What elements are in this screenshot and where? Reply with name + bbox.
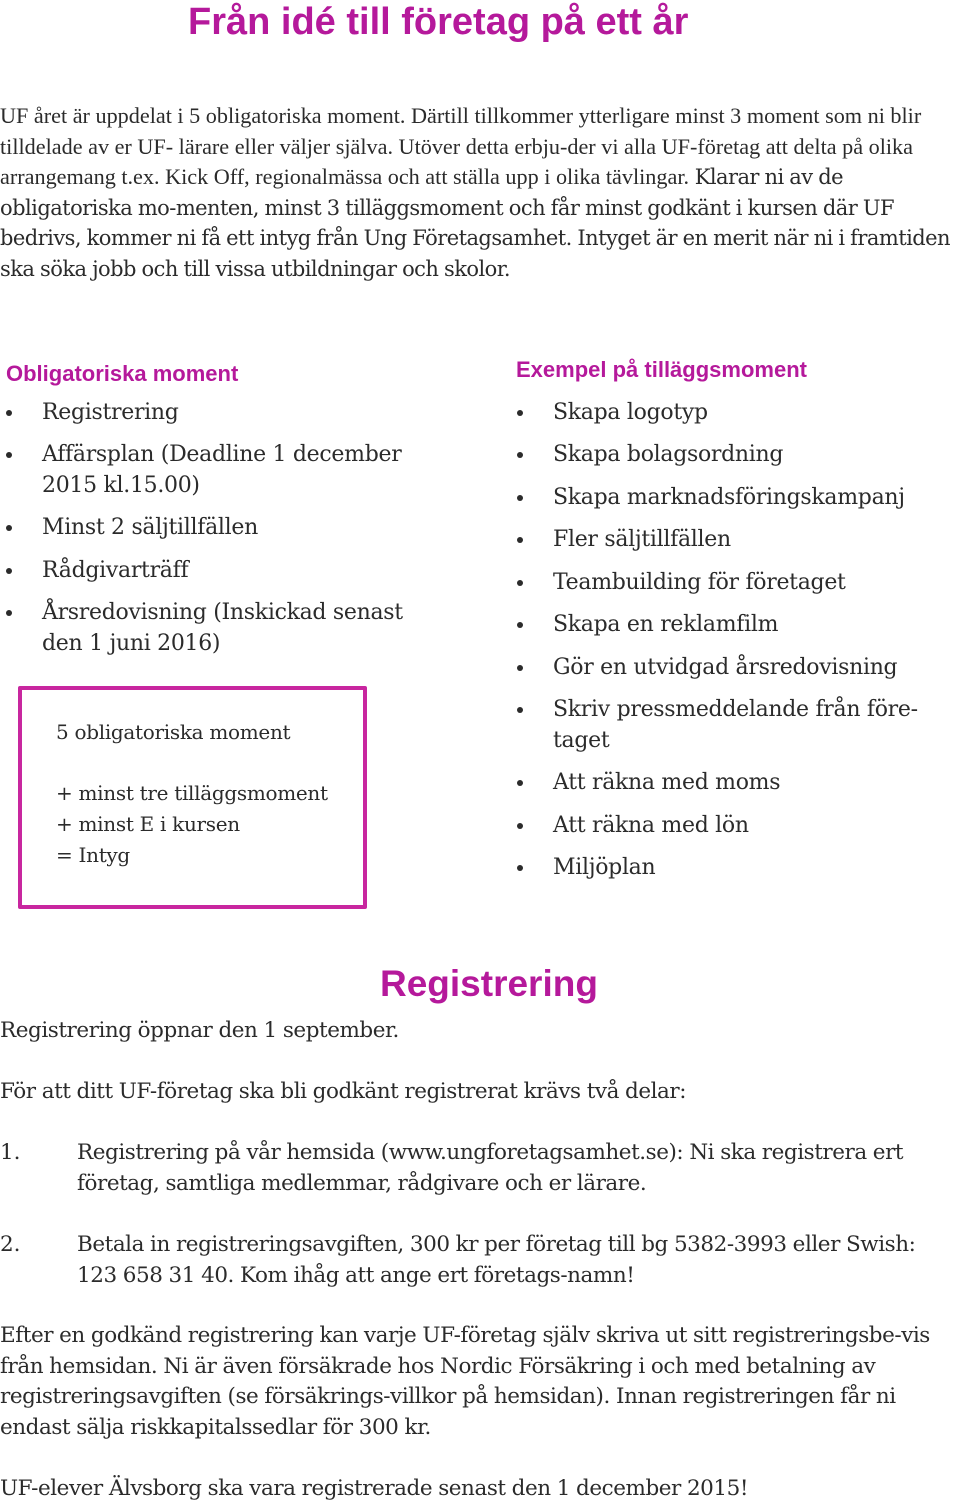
bullet-icon (517, 865, 523, 871)
intro-rest: Klarar ni av de obligatoriska mo-menten, minst 3 tilläggsmoment och får minst godkänt i kursen där UF bedrivs, kommer ni få ett intyg från Ung Företagsamhet. Intyget är en merit när ni i framtiden ska söka jobb och till vissa utbildningar och skolor. (0, 165, 951, 281)
bullet-icon (517, 622, 523, 628)
bullet-icon (517, 495, 523, 501)
list-item: Rådgivarträff (4, 555, 422, 586)
bullet-icon (6, 410, 12, 416)
bullet-icon (517, 823, 523, 829)
step-number: 1. (0, 1140, 21, 1165)
list-item: Gör en utvidgad årsredovisning (515, 652, 953, 683)
list-item: Skapa logotyp (515, 397, 953, 428)
list-item: Registrering (4, 397, 422, 428)
step-text: Betala in registreringsavgiften, 300 kr per företag till bg 5382-3993 eller Swish: 123 658 31 40. Kom ihåg att ange ert företags-namn! (77, 1232, 916, 1288)
bullet-icon (6, 452, 12, 458)
bullet-icon (6, 568, 12, 574)
list-item: Årsredovisning (Inskickad senast den 1 juni 2016) (4, 597, 422, 659)
list-item: Minst 2 säljtillfällen (4, 512, 422, 543)
page-title: Från idé till företag på ett år (188, 1, 689, 43)
bullet-icon (517, 580, 523, 586)
list-item: Fler säljtillfällen (515, 524, 953, 555)
list-item: Teambuilding för företaget (515, 567, 953, 598)
step-number: 2. (0, 1232, 21, 1257)
extras-heading: Exempel på tilläggsmoment (516, 357, 807, 382)
intro-lead: UF året är uppdelat i 5 obligatoriska moment. Därtill tillkommer ytterligare minst 3 moment som ni blir tilldelade av er UF- lärare eller väljer själva. Utöver detta erbju-der vi alla UF-företag att delta på olika arrangemang t.ex. Kick Off, regionalmässa och att ställa upp i olika tävlingar. (0, 103, 922, 190)
registration-after: Efter en godkänd registrering kan varje UF-företag själv skriva ut sitt registreringsbe-vis från hemsidan. Ni är även försäkrade hos Nordic Försäkring i och med betalning av registreringsavgiften (se försäkrings-villkor på hemsidan). Innan registreringen får ni endast sälja riskkapitalssedlar för 300 kr. (0, 1323, 930, 1440)
registration-heading: Registrering (380, 963, 598, 1004)
summary-line-extras: + minst tre tilläggsmoment (56, 781, 328, 805)
registration-opens: Registrering öppnar den 1 september. (0, 1018, 399, 1043)
list-item: Skapa marknadsföringskampanj (515, 482, 953, 513)
bullet-icon (517, 410, 523, 416)
list-item: Skriv pressmeddelande från före-taget (515, 694, 943, 756)
list-item: Skapa bolagsordning (515, 439, 953, 470)
step-text: Registrering på vår hemsida (www.ungforetagsamhet.se): Ni ska registrera ert företag, samtliga medlemmar, rådgivare och er lärare. (77, 1140, 904, 1196)
list-item: Miljöplan (515, 852, 953, 883)
bullet-icon (517, 452, 523, 458)
bullet-icon (6, 610, 12, 616)
bullet-icon (517, 537, 523, 543)
summary-line-grade: + minst E i kursen (56, 812, 240, 836)
summary-line-mandatory: 5 obligatoriska moment (56, 720, 291, 744)
bullet-icon (517, 707, 523, 713)
list-item: Att räkna med lön (515, 810, 953, 841)
registration-requirement: För att ditt UF-företag ska bli godkänt registrerat krävs två delar: (0, 1079, 687, 1104)
list-item: Skapa en reklamfilm (515, 609, 953, 640)
mandatory-heading: Obligatoriska moment (6, 361, 239, 386)
bullet-icon (517, 665, 523, 671)
intro-paragraph (0, 101, 960, 285)
registration-deadline: UF-elever Älvsborg ska vara registrerade senast den 1 december 2015! (0, 1476, 749, 1501)
bullet-icon (6, 525, 12, 531)
list-item: Att räkna med moms (515, 767, 953, 798)
bullet-icon (517, 780, 523, 786)
summary-box (18, 686, 367, 909)
list-item: Affärsplan (Deadline 1 december 2015 kl.15.00) (4, 439, 422, 501)
summary-line-certificate: = Intyg (56, 843, 130, 867)
